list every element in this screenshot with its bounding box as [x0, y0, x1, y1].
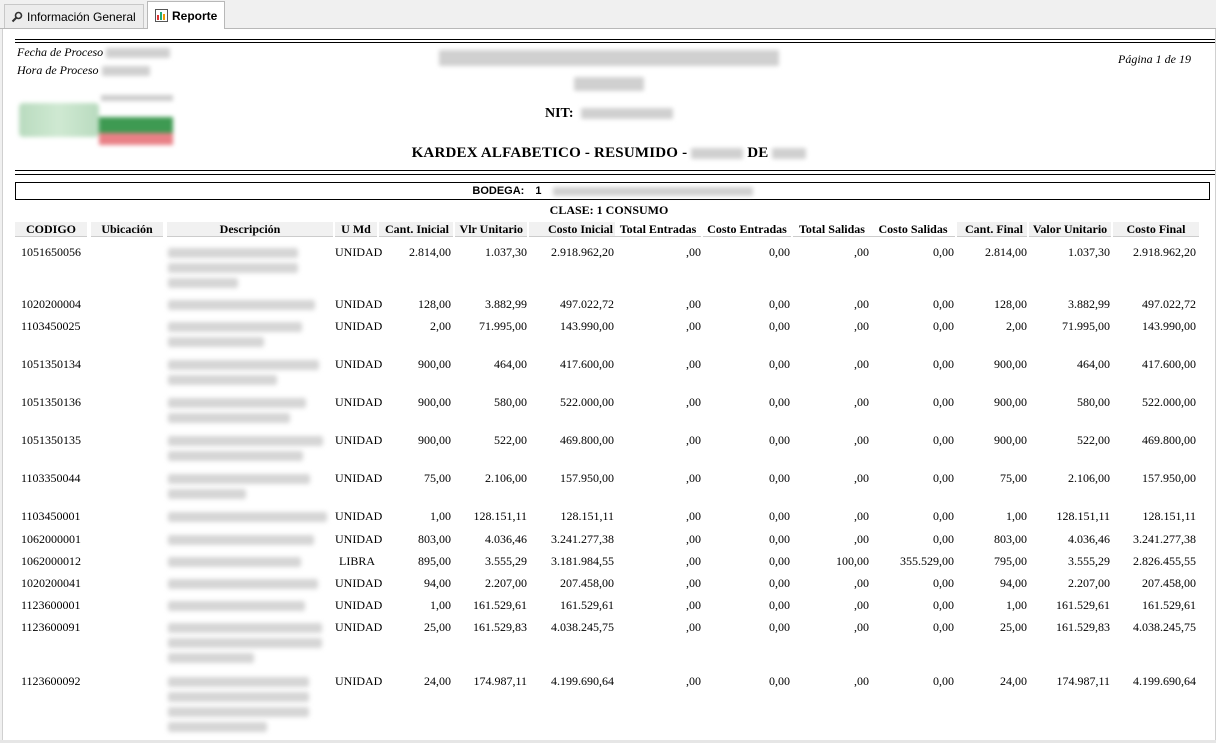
cell-costo-entradas: 0,00 [769, 297, 790, 311]
nit-label: NIT: [544, 106, 574, 121]
cell-costo-entradas: 0,00 [769, 576, 790, 590]
top-rule-2 [15, 42, 1215, 43]
cell-cant-inicial: 900,00 [418, 395, 451, 409]
redacted-value [574, 77, 644, 91]
cell-total-salidas: ,00 [854, 319, 869, 333]
col-valor-unitario: Valor Unitario [1029, 222, 1111, 237]
cell-valor-unitario: 128.151,11 [1056, 509, 1110, 523]
cell-total-salidas: ,00 [854, 509, 869, 523]
cell-descripcion-redacted [168, 677, 328, 737]
bar-chart-icon [155, 9, 168, 22]
cell-costo-inicial: 4.038.245,75 [551, 620, 614, 634]
cell-valor-unitario: 2.207,00 [1068, 576, 1110, 590]
cell-costo-final: 161.529,61 [1142, 598, 1196, 612]
col-costo-salidas: Costo Salidas [871, 222, 955, 237]
cell-cant-final: 803,00 [994, 532, 1027, 546]
cell-cant-inicial: 803,00 [418, 532, 451, 546]
title-prefix: KARDEX ALFABETICO - RESUMIDO - [411, 145, 688, 161]
col-costo-final: Costo Final [1113, 222, 1199, 237]
cell-total-salidas: ,00 [854, 471, 869, 485]
cell-total-salidas: ,00 [854, 357, 869, 371]
table-row [3, 297, 1215, 312]
cell-vlr-unitario: 464,00 [494, 357, 527, 371]
cell-valor-unitario: 580,00 [1077, 395, 1110, 409]
cell-valor-unitario: 3.555,29 [1068, 554, 1110, 568]
col-ubicacion: Ubicación [91, 222, 163, 237]
cell-cant-inicial: 24,00 [424, 674, 451, 688]
mid-rule-2 [15, 174, 1215, 175]
col-codigo: CODIGO [15, 222, 87, 237]
cell-cant-final: 128,00 [994, 297, 1027, 311]
cell-codigo: 1051650056 [21, 245, 81, 259]
cell-costo-salidas: 0,00 [933, 471, 954, 485]
cell-costo-entradas: 0,00 [769, 245, 790, 259]
table-row [3, 576, 1215, 591]
hora-label: Hora de Proceso [17, 63, 99, 77]
cell-costo-entradas: 0,00 [769, 598, 790, 612]
cell-total-entradas: ,00 [686, 395, 701, 409]
tab-strip [0, 0, 1216, 29]
cell-descripcion-redacted [168, 535, 328, 550]
cell-descripcion-redacted [168, 300, 328, 315]
cell-descripcion-redacted [168, 557, 328, 572]
bodega-number: 1 [535, 185, 542, 197]
cell-vlr-unitario: 174.987,11 [473, 674, 527, 688]
cell-costo-salidas: 0,00 [933, 319, 954, 333]
redacted-bodega-name [553, 187, 753, 196]
cell-cant-final: 900,00 [994, 395, 1027, 409]
cell-vlr-unitario: 3.882,99 [485, 297, 527, 311]
cell-codigo: 1103450025 [21, 319, 81, 333]
cell-umd: UNIDAD [335, 532, 383, 546]
cell-umd: UNIDAD [335, 620, 383, 634]
cell-valor-unitario: 4.036,46 [1068, 532, 1110, 546]
cell-costo-inicial: 157.950,00 [560, 471, 614, 485]
cell-costo-entradas: 0,00 [769, 620, 790, 634]
tab-label: Información General [27, 9, 136, 24]
cell-total-entradas: ,00 [686, 433, 701, 447]
cell-valor-unitario: 161.529,83 [1056, 620, 1110, 634]
cell-costo-entradas: 0,00 [769, 471, 790, 485]
cell-costo-final: 4.199.690,64 [1133, 674, 1196, 688]
cell-codigo: 1103350044 [21, 471, 81, 485]
cell-total-entradas: ,00 [686, 471, 701, 485]
table-row [3, 554, 1215, 569]
cell-cant-final: 900,00 [994, 357, 1027, 371]
cell-costo-inicial: 469.800,00 [560, 433, 614, 447]
cell-umd: UNIDAD [335, 319, 383, 333]
redacted-month [691, 148, 743, 159]
cell-cant-final: 2,00 [1006, 319, 1027, 333]
cell-vlr-unitario: 128.151,11 [473, 509, 527, 523]
cell-descripcion-redacted [168, 436, 328, 466]
cell-costo-inicial: 161.529,61 [560, 598, 614, 612]
col-cant-inicial: Cant. Inicial [379, 222, 453, 237]
cell-total-salidas: ,00 [854, 297, 869, 311]
cell-costo-entradas: 0,00 [769, 395, 790, 409]
cell-total-entradas: ,00 [686, 554, 701, 568]
col-total-salidas: Total Salidas [793, 222, 871, 237]
cell-costo-salidas: 0,00 [933, 433, 954, 447]
cell-descripcion-redacted [168, 579, 328, 594]
cell-costo-entradas: 0,00 [769, 357, 790, 371]
redacted-year [772, 148, 806, 159]
table-row [3, 620, 1215, 665]
cell-vlr-unitario: 2.106,00 [485, 471, 527, 485]
cell-umd: UNIDAD [335, 471, 383, 485]
cell-total-entradas: ,00 [686, 532, 701, 546]
cell-descripcion-redacted [168, 474, 328, 504]
cell-descripcion-redacted [168, 248, 328, 293]
cell-vlr-unitario: 580,00 [494, 395, 527, 409]
cell-costo-final: 469.800,00 [1142, 433, 1196, 447]
cell-codigo: 1123600001 [21, 598, 81, 612]
col-cant-final: Cant. Final [957, 222, 1027, 237]
cell-total-entradas: ,00 [686, 620, 701, 634]
cell-costo-inicial: 3.241.277,38 [551, 532, 614, 546]
cell-total-salidas: 100,00 [836, 554, 869, 568]
cell-valor-unitario: 464,00 [1077, 357, 1110, 371]
cell-valor-unitario: 174.987,11 [1056, 674, 1110, 688]
cell-total-entradas: ,00 [686, 357, 701, 371]
cell-costo-entradas: 0,00 [769, 674, 790, 688]
bodega-label: BODEGA: [472, 185, 525, 197]
cell-costo-entradas: 0,00 [769, 319, 790, 333]
cell-cant-inicial: 25,00 [424, 620, 451, 634]
cell-costo-salidas: 0,00 [933, 395, 954, 409]
page-number: Página 1 de 19 [1118, 52, 1191, 66]
cell-cant-inicial: 2,00 [430, 319, 451, 333]
cell-descripcion-redacted [168, 322, 328, 352]
cell-costo-final: 143.990,00 [1142, 319, 1196, 333]
cell-valor-unitario: 161.529,61 [1056, 598, 1110, 612]
cell-costo-salidas: 0,00 [933, 357, 954, 371]
entity-subline [3, 75, 1215, 93]
cell-vlr-unitario: 3.555,29 [485, 554, 527, 568]
cell-total-entradas: ,00 [686, 297, 701, 311]
cell-descripcion-redacted [168, 512, 328, 527]
table-row [3, 433, 1215, 463]
cell-valor-unitario: 71.995,00 [1062, 319, 1110, 333]
cell-costo-salidas: 0,00 [933, 509, 954, 523]
tab-reporte[interactable] [147, 1, 225, 29]
cell-cant-inicial: 900,00 [418, 433, 451, 447]
cell-total-entradas: ,00 [686, 509, 701, 523]
cell-costo-final: 4.038.245,75 [1133, 620, 1196, 634]
cell-total-entradas: ,00 [686, 674, 701, 688]
cell-vlr-unitario: 71.995,00 [479, 319, 527, 333]
cell-costo-salidas: 0,00 [933, 674, 954, 688]
cell-vlr-unitario: 161.529,61 [473, 598, 527, 612]
cell-costo-final: 497.022,72 [1142, 297, 1196, 311]
cell-cant-inicial: 1,00 [430, 509, 451, 523]
cell-codigo: 1051350135 [21, 433, 81, 447]
cell-codigo: 1123600091 [21, 620, 81, 634]
cell-valor-unitario: 522,00 [1077, 433, 1110, 447]
cell-costo-salidas: 0,00 [933, 245, 954, 259]
cell-codigo: 1103450001 [21, 509, 81, 523]
table-row [3, 245, 1215, 290]
cell-cant-inicial: 900,00 [418, 357, 451, 371]
cell-umd: UNIDAD [335, 576, 383, 590]
mid-rule [15, 170, 1215, 171]
redacted-nit [581, 108, 673, 119]
cell-vlr-unitario: 2.207,00 [485, 576, 527, 590]
cell-codigo: 1062000012 [21, 554, 81, 568]
cell-costo-salidas: 0,00 [933, 620, 954, 634]
cell-costo-entradas: 0,00 [769, 554, 790, 568]
cell-vlr-unitario: 161.529,83 [473, 620, 527, 634]
cell-umd: UNIDAD [335, 395, 383, 409]
table-row [3, 509, 1215, 524]
table-row [3, 598, 1215, 613]
cell-cant-final: 900,00 [994, 433, 1027, 447]
wrench-icon [11, 11, 23, 23]
cell-valor-unitario: 2.106,00 [1068, 471, 1110, 485]
cell-total-entradas: ,00 [686, 598, 701, 612]
cell-cant-inicial: 94,00 [424, 576, 451, 590]
cell-costo-inicial: 417.600,00 [560, 357, 614, 371]
col-costo-entradas: Costo Entradas [703, 222, 791, 237]
cell-umd: UNIDAD [335, 674, 383, 688]
cell-costo-inicial: 497.022,72 [560, 297, 614, 311]
cell-total-salidas: ,00 [854, 674, 869, 688]
cell-costo-inicial: 2.918.962,20 [551, 245, 614, 259]
cell-costo-inicial: 4.199.690,64 [551, 674, 614, 688]
report-title [3, 145, 1215, 162]
table-row [3, 532, 1215, 547]
cell-costo-final: 2.826.455,55 [1133, 554, 1196, 568]
cell-total-salidas: ,00 [854, 532, 869, 546]
table-row [3, 319, 1215, 349]
cell-vlr-unitario: 522,00 [494, 433, 527, 447]
cell-codigo: 1062000001 [21, 532, 81, 546]
cell-cant-final: 24,00 [1000, 674, 1027, 688]
cell-costo-salidas: 355.529,00 [900, 554, 954, 568]
cell-costo-final: 522.000,00 [1142, 395, 1196, 409]
cell-cant-final: 2.814,00 [985, 245, 1027, 259]
cell-costo-inicial: 128.151,11 [560, 509, 614, 523]
clase-label: CLASE: 1 CONSUMO [549, 203, 669, 217]
col-vlr-unitario: Vlr Unitario [455, 222, 527, 237]
cell-cant-inicial: 75,00 [424, 471, 451, 485]
fecha-label: Fecha de Proceso [17, 45, 104, 59]
cell-costo-final: 128.151,11 [1142, 509, 1196, 523]
bodega-box [15, 182, 1210, 200]
cell-valor-unitario: 3.882,99 [1068, 297, 1110, 311]
cell-cant-inicial: 1,00 [430, 598, 451, 612]
cell-cant-final: 1,00 [1006, 598, 1027, 612]
cell-costo-salidas: 0,00 [933, 297, 954, 311]
cell-codigo: 1051350134 [21, 357, 81, 371]
cell-cant-inicial: 2.814,00 [409, 245, 451, 259]
cell-costo-final: 207.458,00 [1142, 576, 1196, 590]
cell-costo-salidas: 0,00 [933, 532, 954, 546]
cell-cant-final: 1,00 [1006, 509, 1027, 523]
title-de: DE [747, 145, 769, 161]
cell-umd: UNIDAD [335, 509, 383, 523]
cell-descripcion-redacted [168, 398, 328, 428]
cell-costo-entradas: 0,00 [769, 433, 790, 447]
cell-vlr-unitario: 4.036,46 [485, 532, 527, 546]
cell-costo-inicial: 522.000,00 [560, 395, 614, 409]
cell-cant-final: 25,00 [1000, 620, 1027, 634]
cell-umd: UNIDAD [335, 297, 383, 311]
col-umd: U Md [335, 222, 377, 237]
cell-costo-final: 417.600,00 [1142, 357, 1196, 371]
col-costo-inicial: Costo Inicial [529, 222, 617, 237]
cell-valor-unitario: 1.037,30 [1068, 245, 1110, 259]
cell-costo-final: 2.918.962,20 [1133, 245, 1196, 259]
top-rule [15, 39, 1215, 40]
cell-total-salidas: ,00 [854, 598, 869, 612]
cell-codigo: 1123600092 [21, 674, 81, 688]
cell-total-salidas: ,00 [854, 433, 869, 447]
cell-total-salidas: ,00 [854, 620, 869, 634]
cell-codigo: 1020200041 [21, 576, 81, 590]
table-header [3, 222, 1215, 239]
cell-vlr-unitario: 1.037,30 [485, 245, 527, 259]
cell-costo-entradas: 0,00 [769, 532, 790, 546]
cell-cant-inicial: 895,00 [418, 554, 451, 568]
cell-codigo: 1051350136 [21, 395, 81, 409]
table-row [3, 471, 1215, 501]
cell-costo-final: 157.950,00 [1142, 471, 1196, 485]
redacted-entity-name [439, 50, 779, 66]
cell-total-salidas: ,00 [854, 245, 869, 259]
cell-descripcion-redacted [168, 623, 328, 668]
cell-total-entradas: ,00 [686, 319, 701, 333]
cell-codigo: 1020200004 [21, 297, 81, 311]
nit-line [3, 106, 1215, 122]
cell-total-salidas: ,00 [854, 576, 869, 590]
cell-descripcion-redacted [168, 601, 328, 616]
cell-cant-final: 795,00 [994, 554, 1027, 568]
cell-costo-inicial: 207.458,00 [560, 576, 614, 590]
company-logo [17, 91, 183, 153]
cell-costo-inicial: 3.181.984,55 [551, 554, 614, 568]
cell-umd: UNIDAD [335, 433, 383, 447]
cell-umd: LIBRA [339, 554, 375, 568]
tab-label: Reporte [172, 8, 218, 23]
cell-costo-entradas: 0,00 [769, 509, 790, 523]
cell-total-salidas: ,00 [854, 395, 869, 409]
cell-umd: UNIDAD [335, 245, 383, 259]
cell-cant-final: 75,00 [1000, 471, 1027, 485]
table-row [3, 395, 1215, 425]
col-total-entradas: Total Entradas [615, 222, 701, 237]
cell-cant-inicial: 128,00 [418, 297, 451, 311]
tab-informacion-general[interactable] [4, 4, 144, 28]
cell-costo-inicial: 143.990,00 [560, 319, 614, 333]
report-page[interactable] [2, 29, 1216, 740]
entity-name [3, 49, 1215, 67]
table-row [3, 357, 1215, 387]
cell-costo-final: 3.241.277,38 [1133, 532, 1196, 546]
cell-umd: UNIDAD [335, 357, 383, 371]
cell-cant-final: 94,00 [1000, 576, 1027, 590]
cell-total-entradas: ,00 [686, 245, 701, 259]
cell-costo-salidas: 0,00 [933, 598, 954, 612]
cell-umd: UNIDAD [335, 598, 383, 612]
col-descripcion: Descripción [167, 222, 333, 237]
cell-total-entradas: ,00 [686, 576, 701, 590]
cell-descripcion-redacted [168, 360, 328, 390]
table-row [3, 674, 1215, 734]
cell-costo-salidas: 0,00 [933, 576, 954, 590]
